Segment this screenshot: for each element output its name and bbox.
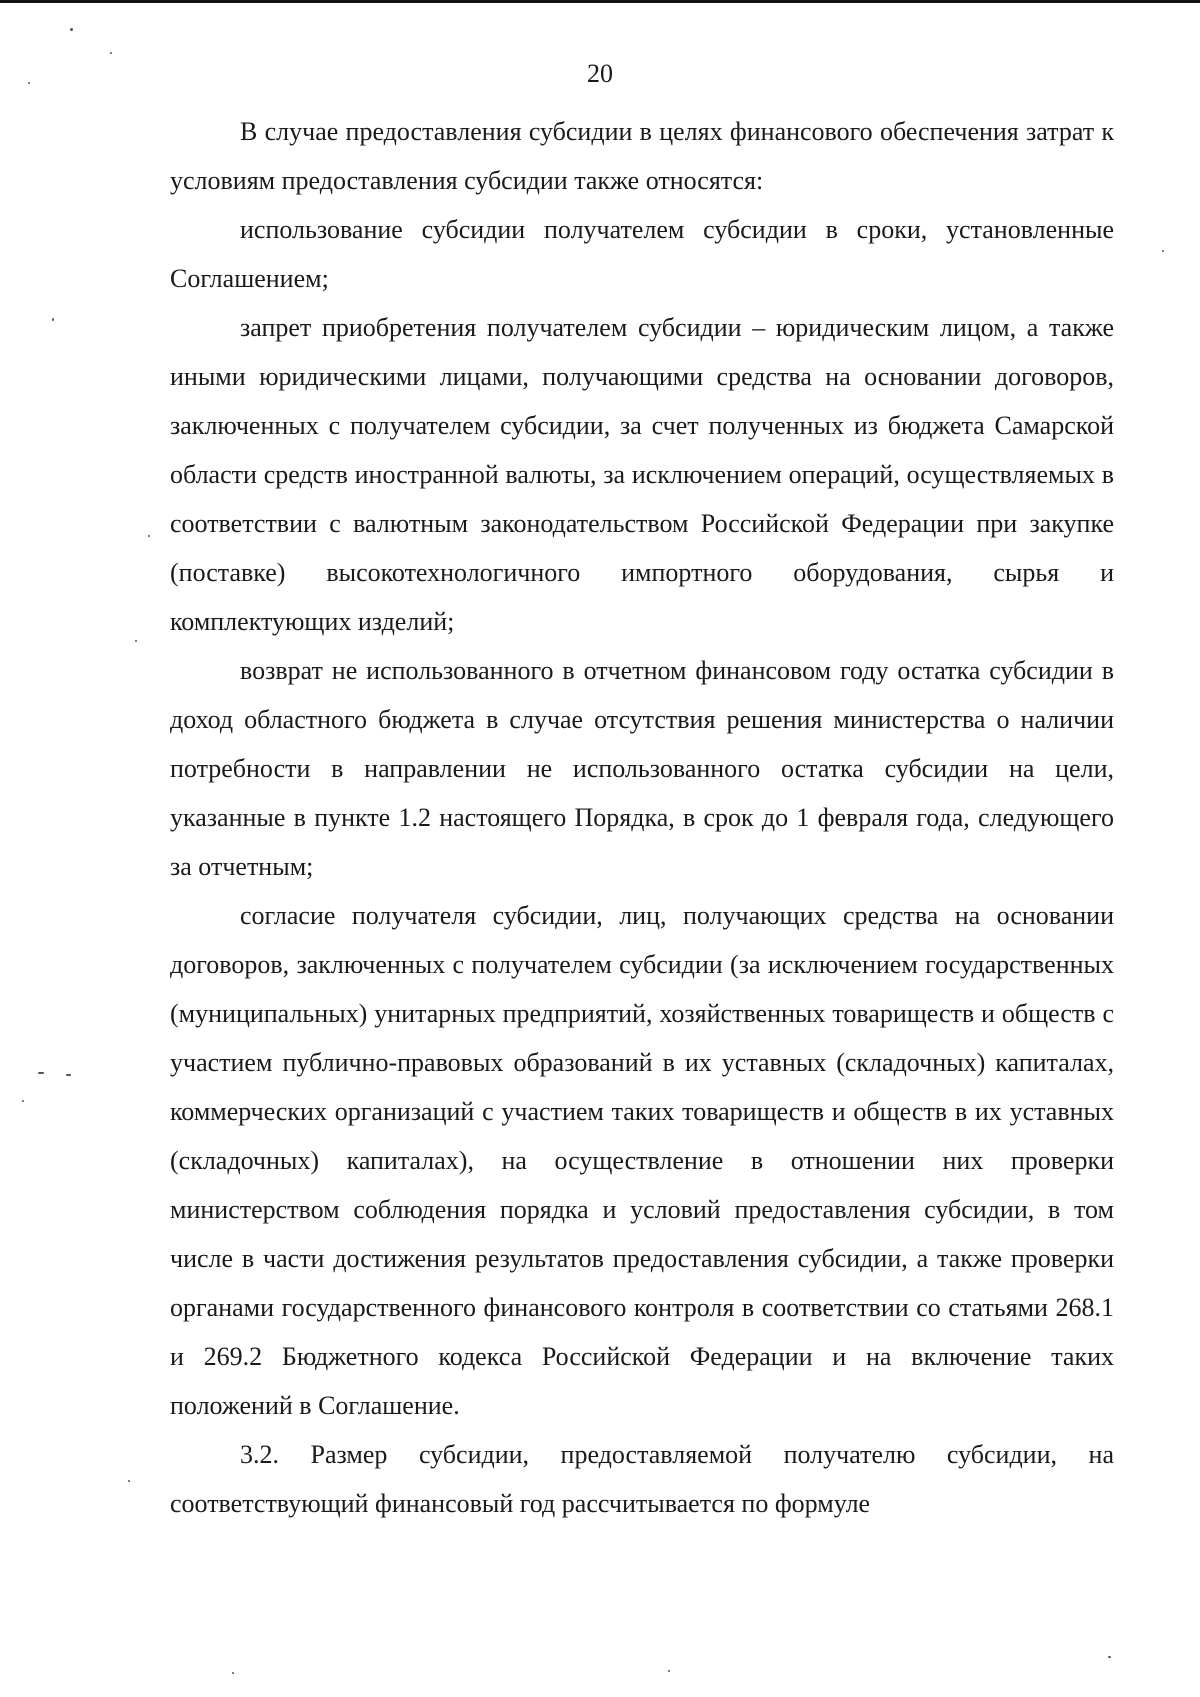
top-border-line	[0, 0, 1200, 3]
page-number: 20	[587, 59, 613, 88]
paragraph-consent-audit: согласие получателя субсидии, лиц, получающих средства на основании договоров, заключенных с получателем субсидии (за исключением государственных (муниципальных) унитарных предприятий, хозяйственных товариществ и обществ с участием публично-правовых образований в их уставных (складочных) капиталах, коммерческих организаций с участием таких товариществ и обществ в их уставных (складочных) капиталах), на осуществление в отношении них проверки министерством соблюдения порядка и условий предоставления субсидии, в том числе в части достижения результатов предоставления субсидии, а также проверки органами государственного финансового контроля в соответствии со статьями 268.1 и 269.2 Бюджетного кодекса Российской Федерации и на включение таких положений в Соглашение.	[170, 901, 1114, 1420]
scan-speck	[1162, 250, 1164, 252]
scan-speck	[1108, 1656, 1111, 1658]
scan-speck	[668, 1670, 670, 1672]
scan-speck	[128, 1480, 130, 1482]
scan-speck	[70, 28, 73, 31]
paragraph-intro: В случае предоставления субсидии в целях финансового обеспечения затрат к условиям предоставления субсидии также относятся:	[170, 117, 1114, 195]
scan-speck	[232, 1672, 234, 1674]
scan-speck	[135, 640, 137, 642]
scan-speck	[22, 1100, 24, 1102]
scan-speck	[148, 535, 150, 537]
scan-speck	[66, 1074, 71, 1076]
scan-speck	[110, 52, 112, 54]
paragraph-usage-terms: использование субсидии получателем субсидии в сроки, установленные Соглашением;	[170, 215, 1114, 293]
paragraph-subsidy-amount: 3.2. Размер субсидии, предоставляемой получателю субсидии, на соответствующий финансовый год рассчитывается по формуле	[170, 1440, 1114, 1518]
document-body	[170, 107, 1114, 1528]
paragraph-return-remainder: возврат не использованного в отчетном финансовом году остатка субсидии в доход областного бюджета в случае отсутствия решения министерства о наличии потребности в направлении не использованного остатка субсидии на цели, указанные в пункте 1.2 настоящего Порядка, в срок до 1 февраля года, следующего за отчетным;	[170, 656, 1114, 881]
paragraph-currency-ban: запрет приобретения получателем субсидии – юридическим лицом, а также иными юридическими лицами, получающими средства на основании договоров, заключенных с получателем субсидии, за счет полученных из бюджета Самарской области средств иностранной валюты, за исключением операций, осуществляемых в соответствии с валютным законодательством Российской Федерации при закупке (поставке) высокотехнологичного импортного оборудования, сырья и комплектующих изделий;	[170, 313, 1114, 636]
scan-speck	[28, 82, 30, 84]
scan-speck	[38, 1072, 44, 1074]
scan-speck	[52, 318, 54, 321]
